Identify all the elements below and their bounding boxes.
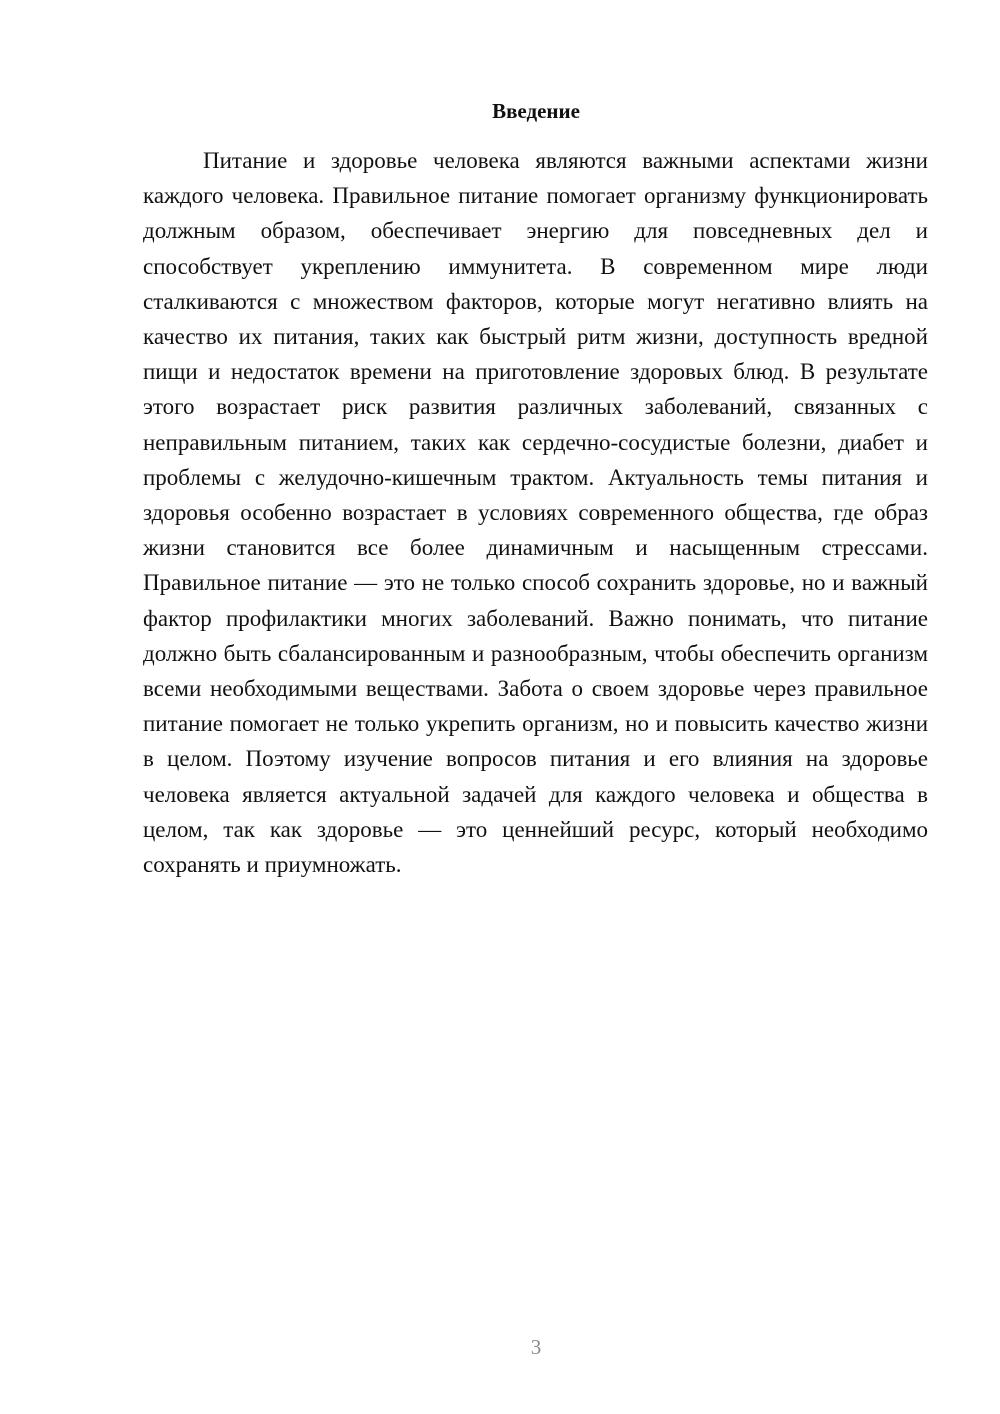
body-paragraph: Питание и здоровье человека являются важными аспектами жизни каждого человека. Правильное питание помогает организму функционировать должным образом, обеспечивает энергию для повседневных дел и способствует укреплению иммунитета. В современном мире люди сталкиваются с множеством факторов, которые могут негативно влиять на качество их питания, таких как быстрый ритм жизни, доступность вредной пищи и недостаток времени на приготовление здоровых блюд. В результате этого возрастает риск развития различных заболеваний, связанных с неправильным питанием, таких как сердечно-сосудистые болезни, диабет и проблемы с желудочно-кишечным трактом. Актуальность темы питания и здоровья особенно возрастает в условиях современного общества, где образ жизни становится все более динамичным и насыщенным стрессами. Правильное питание — это не только способ сохранить здоровье, но и важный фактор профилактики многих заболеваний. Важно понимать, что питание должно быть сбалансированным и разнообразным, чтобы обеспечить организм всеми необходимыми веществами. Забота о своем здоровье через правильное питание помогает не только укрепить организм, но и повысить качество жизни в целом. Поэтому изучение вопросов питания и его влияния на здоровье человека является актуальной задачей для каждого человека и общества в целом, так как здоровье — это ценнейший ресурс, который необходимо сохранять и приумножать.: [143, 148, 928, 878]
section-heading: Введение: [492, 99, 580, 123]
page-number: 3: [530, 1335, 542, 1359]
